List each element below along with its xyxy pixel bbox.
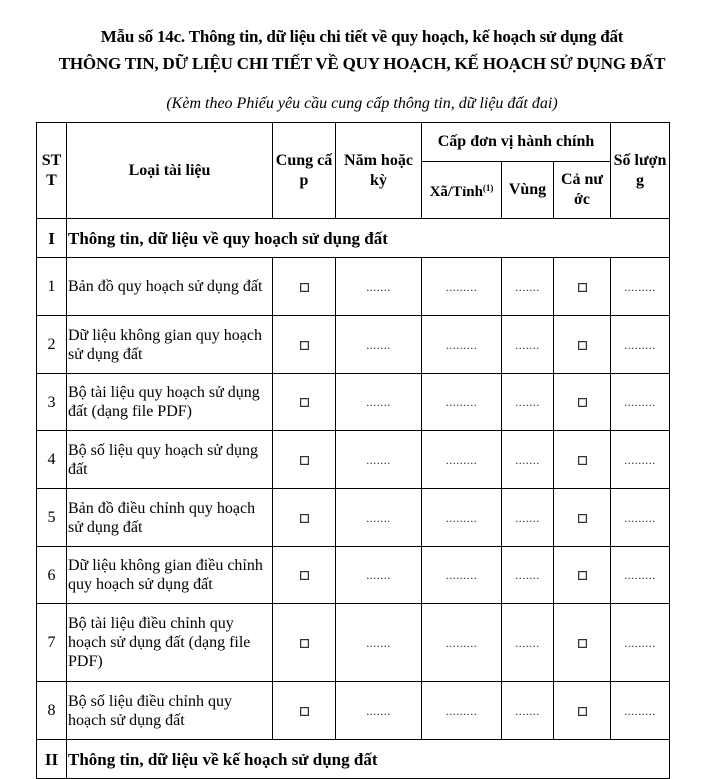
commune-province-field[interactable] (422, 374, 502, 431)
table-row (37, 258, 670, 316)
year-field[interactable] (336, 374, 422, 431)
year-field[interactable] (336, 258, 422, 316)
commune-province-field[interactable] (422, 682, 502, 740)
year-placeholder: ....... (366, 635, 391, 650)
commune-province-placeholder: ......... (445, 279, 478, 294)
provide-checkbox-cell[interactable] (273, 374, 336, 431)
section-title: Thông tin, dữ liệu về quy hoạch sử dụng đất (67, 219, 670, 258)
year-placeholder: ....... (366, 395, 391, 409)
region-field[interactable] (502, 316, 554, 374)
provide-checkbox-cell[interactable] (273, 489, 336, 547)
checkbox-empty-icon[interactable] (578, 639, 587, 648)
checkbox-empty-icon[interactable] (300, 283, 309, 292)
row-stt: 6 (37, 547, 67, 604)
commune-province-field[interactable] (422, 489, 502, 547)
year-field[interactable] (336, 682, 422, 740)
nationwide-checkbox-cell[interactable] (554, 682, 611, 740)
nationwide-checkbox-cell[interactable] (554, 374, 611, 431)
row-stt: 7 (37, 604, 67, 682)
section-title: Thông tin, dữ liệu về kế hoạch sử dụng đất (67, 740, 670, 779)
commune-province-field[interactable] (422, 604, 502, 682)
row-document-name: Bộ số liệu điều chỉnh quy hoạch sử dụng đất (67, 682, 273, 740)
checkbox-empty-icon[interactable] (300, 341, 309, 350)
quantity-field[interactable] (611, 374, 670, 431)
commune-province-field[interactable] (422, 316, 502, 374)
region-field[interactable] (502, 431, 554, 489)
provide-checkbox-cell[interactable] (273, 604, 336, 682)
table-row (37, 374, 670, 431)
row-document-name: Bộ số liệu quy hoạch sử dụng đất (67, 431, 273, 489)
region-placeholder: ....... (515, 337, 540, 352)
section-number: I (37, 219, 67, 258)
year-field[interactable] (336, 489, 422, 547)
checkbox-empty-icon[interactable] (300, 639, 309, 648)
year-placeholder: ....... (366, 452, 391, 467)
year-field[interactable] (336, 316, 422, 374)
quantity-placeholder: ......... (624, 510, 656, 525)
region-placeholder: ....... (515, 568, 540, 582)
checkbox-empty-icon[interactable] (578, 707, 587, 716)
region-placeholder: ....... (515, 279, 540, 294)
quantity-field[interactable] (611, 604, 670, 682)
nationwide-checkbox-cell[interactable] (554, 316, 611, 374)
table-row (37, 547, 670, 604)
nationwide-checkbox-cell[interactable] (554, 258, 611, 316)
land-use-planning-table (36, 122, 670, 779)
header-stt: STT (37, 123, 67, 219)
year-placeholder: ....... (366, 279, 391, 294)
row-document-name: Bộ tài liệu quy hoạch sử dụng đất (dạng file PDF) (67, 374, 273, 431)
table-row (37, 431, 670, 489)
section-number: II (37, 740, 67, 779)
quantity-placeholder: ......... (624, 568, 656, 582)
row-stt: 3 (37, 374, 67, 431)
checkbox-empty-icon[interactable] (300, 514, 309, 523)
region-placeholder: ....... (515, 510, 540, 525)
form-code-heading: Mẫu số 14c. Thông tin, dữ liệu chi tiết về quy hoạch, kế hoạch sử dụng đất (100, 27, 624, 46)
row-document-name: Dữ liệu không gian điều chỉnh quy hoạch sử dụng đất (67, 547, 273, 604)
header-region: Vùng (502, 162, 554, 219)
year-field[interactable] (336, 547, 422, 604)
nationwide-checkbox-cell[interactable] (554, 489, 611, 547)
header-nationwide: Cả nước (554, 162, 611, 219)
table-row (37, 489, 670, 547)
checkbox-empty-icon[interactable] (578, 571, 587, 580)
commune-province-field[interactable] (422, 431, 502, 489)
checkbox-empty-icon[interactable] (300, 571, 309, 580)
commune-province-field[interactable] (422, 258, 502, 316)
row-document-name: Dữ liệu không gian quy hoạch sử dụng đất (67, 316, 273, 374)
table-row (37, 316, 670, 374)
quantity-placeholder: ......... (624, 635, 656, 650)
row-document-name: Bản đồ quy hoạch sử dụng đất (67, 258, 273, 316)
row-document-name: Bộ tài liệu điều chỉnh quy hoạch sử dụng đất (dạng file PDF) (67, 604, 273, 682)
header-commune-province (422, 162, 502, 219)
year-placeholder: ....... (366, 703, 391, 718)
region-field[interactable] (502, 604, 554, 682)
provide-checkbox-cell[interactable] (273, 682, 336, 740)
quantity-placeholder: ......... (624, 279, 656, 294)
checkbox-empty-icon[interactable] (578, 341, 587, 350)
section-row (37, 219, 670, 258)
checkbox-empty-icon[interactable] (578, 514, 587, 523)
header-year-or-period: Năm hoặc kỳ (336, 123, 422, 219)
commune-province-placeholder: ......... (445, 395, 478, 409)
quantity-field[interactable] (611, 258, 670, 316)
quantity-field[interactable] (611, 489, 670, 547)
region-field[interactable] (502, 489, 554, 547)
commune-province-placeholder: ......... (445, 703, 478, 718)
provide-checkbox-cell[interactable] (273, 431, 336, 489)
nationwide-checkbox-cell[interactable] (554, 431, 611, 489)
quantity-placeholder: ......... (624, 337, 656, 352)
row-stt: 4 (37, 431, 67, 489)
provide-checkbox-cell[interactable] (273, 316, 336, 374)
row-stt: 2 (37, 316, 67, 374)
commune-province-placeholder: ......... (445, 337, 478, 352)
year-placeholder: ....... (366, 510, 391, 525)
header-document-type: Loại tài liệu (67, 123, 273, 219)
header-provide: Cung cấp (273, 123, 336, 219)
nationwide-checkbox-cell[interactable] (554, 547, 611, 604)
region-field[interactable] (502, 258, 554, 316)
checkbox-empty-icon[interactable] (300, 707, 309, 716)
provide-checkbox-cell[interactable] (273, 258, 336, 316)
year-placeholder: ....... (366, 568, 391, 582)
quantity-placeholder: ......... (624, 452, 656, 467)
quantity-placeholder: ......... (624, 703, 656, 718)
table-row (37, 682, 670, 740)
region-field[interactable] (502, 682, 554, 740)
table-row (37, 604, 670, 682)
region-placeholder: ....... (515, 703, 540, 718)
commune-province-placeholder: ......... (445, 452, 478, 467)
checkbox-empty-icon[interactable] (300, 456, 309, 465)
commune-province-field[interactable] (422, 547, 502, 604)
commune-province-placeholder: ......... (445, 568, 478, 582)
checkbox-empty-icon[interactable] (578, 398, 587, 407)
header-admin-level: Cấp đơn vị hành chính (422, 123, 611, 162)
section-row (37, 740, 670, 779)
region-field[interactable] (502, 374, 554, 431)
checkbox-empty-icon[interactable] (578, 456, 587, 465)
commune-province-placeholder: ......... (445, 510, 478, 525)
quantity-field[interactable] (611, 431, 670, 489)
document-subtitle: (Kèm theo Phiếu yêu cầu cung cấp thông tin, dữ liệu đất đai) (166, 95, 558, 112)
region-placeholder: ....... (515, 635, 540, 650)
quantity-field[interactable] (611, 547, 670, 604)
provide-checkbox-cell[interactable] (273, 547, 336, 604)
header-quantity: Số lượng (611, 123, 670, 219)
row-document-name: Bản đồ điều chỉnh quy hoạch sử dụng đất (67, 489, 273, 547)
quantity-field[interactable] (611, 682, 670, 740)
header-commune-province-label: Xã/Tỉnh (429, 184, 483, 200)
footnote-marker: (1) (482, 183, 494, 193)
document-title: THÔNG TIN, DỮ LIỆU CHI TIẾT VỀ QUY HOẠCH, KẾ HOẠCH SỬ DỤNG ĐẤT (58, 54, 666, 73)
quantity-placeholder: ......... (624, 395, 656, 409)
commune-province-placeholder: ......... (445, 635, 478, 650)
checkbox-empty-icon[interactable] (578, 283, 587, 292)
row-stt: 8 (37, 682, 67, 740)
checkbox-empty-icon[interactable] (300, 398, 309, 407)
region-field[interactable] (502, 547, 554, 604)
nationwide-checkbox-cell[interactable] (554, 604, 611, 682)
table-body (37, 219, 670, 779)
year-placeholder: ....... (366, 337, 391, 352)
region-placeholder: ....... (515, 395, 540, 409)
region-placeholder: ....... (515, 452, 540, 467)
row-stt: 5 (37, 489, 67, 547)
year-field[interactable] (336, 604, 422, 682)
row-stt: 1 (37, 258, 67, 316)
year-field[interactable] (336, 431, 422, 489)
quantity-field[interactable] (611, 316, 670, 374)
